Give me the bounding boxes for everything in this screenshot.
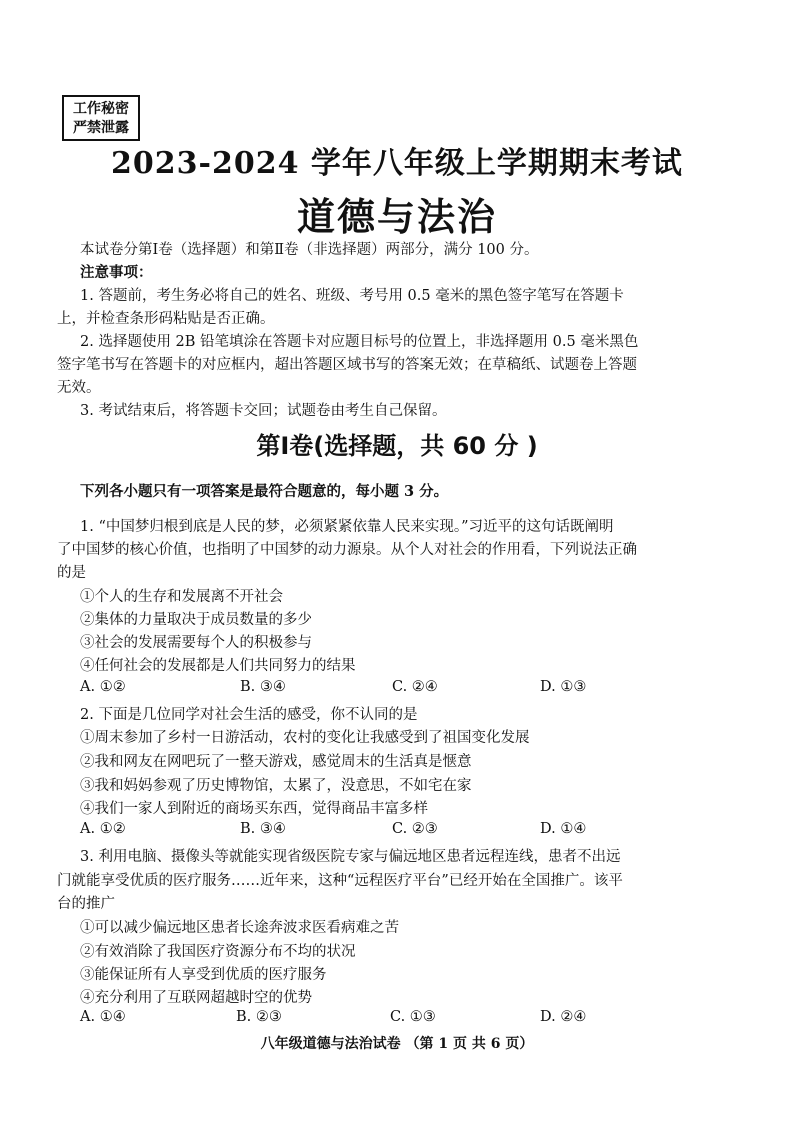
question-stem-line: 门就能享受优质的医疗服务……近年来，这种“远程医疗平台”已经开始在全国推广。该平 — [57, 873, 623, 889]
question-item: ④充分利用了互联网超越时空的优势 — [80, 990, 312, 1006]
option-d: D. ①④ — [540, 821, 587, 837]
option-d: D. ②④ — [540, 1009, 587, 1025]
option-b: B. ③④ — [240, 679, 286, 695]
option-c: C. ①③ — [390, 1009, 436, 1025]
section-instruction: 下列各小题只有一项答案是最符合题意的，每小题 3 分。 — [80, 483, 449, 500]
option-b: B. ②③ — [236, 1009, 282, 1025]
question-item: ②集体的力量取决于成员数量的多少 — [80, 612, 312, 628]
question-item: ③能保证所有人享受到优质的医疗服务 — [80, 967, 327, 983]
question-item: ④任何社会的发展都是人们共同努力的结果 — [80, 658, 356, 674]
section-title: 第Ⅰ卷(选择题，共 60 分 ) — [256, 432, 538, 460]
question-item: ②有效消除了我国医疗资源分布不均的状况 — [80, 944, 356, 960]
note-line: 无效。 — [57, 380, 101, 396]
option-a: A. ①④ — [80, 1009, 126, 1025]
exam-title: 2023-2024 学年八年级上学期期末考试 — [111, 146, 683, 181]
option-c: C. ②③ — [392, 821, 438, 837]
confidential-stamp — [62, 95, 140, 141]
question-stem-line: 了中国梦的核心价值，也指明了中国梦的动力源泉。从个人对社会的作用看，下列说法正确 — [57, 542, 637, 558]
question-stem-line: 2. 下面是几位同学对社会生活的感受，你不认同的是 — [80, 707, 418, 723]
note-line: 1. 答题前，考生务必将自己的姓名、班级、考号用 0.5 毫米的黑色签字笔写在答题卡 — [80, 288, 624, 304]
question-item: ①个人的生存和发展离不开社会 — [80, 589, 283, 605]
question-item: ④我们一家人到附近的商场买东西，觉得商品丰富多样 — [80, 801, 428, 817]
option-a: A. ①② — [80, 679, 126, 695]
option-a: A. ①② — [80, 821, 126, 837]
question-item: ③社会的发展需要每个人的积极参与 — [80, 635, 312, 651]
stamp-line-2: 严禁泄露 — [73, 120, 129, 136]
question-stem-line: 台的推广 — [57, 896, 115, 912]
question-stem-line: 1. “中国梦归根到底是人民的梦，必须紧紧依靠人民来实现。”习近平的这句话既阐明 — [80, 519, 614, 535]
question-stem-line: 3. 利用电脑、摄像头等就能实现省级医院专家与偏远地区患者远程连线，患者不出远 — [80, 849, 621, 865]
stamp-line-1: 工作秘密 — [73, 101, 129, 117]
notes-heading: 注意事项： — [80, 264, 153, 281]
option-d: D. ①③ — [540, 679, 587, 695]
note-line: 上，并检查条形码粘贴是否正确。 — [57, 311, 275, 327]
option-b: B. ③④ — [240, 821, 286, 837]
question-item: ②我和网友在网吧玩了一整天游戏，感觉周末的生活真是惬意 — [80, 754, 472, 770]
note-line: 2. 选择题使用 2B 铅笔填涂在答题卡对应题目标号的位置上，非选择题用 0.5 毫米黑色 — [80, 334, 639, 350]
question-item: ①周末参加了乡村一日游活动，农村的变化让我感受到了祖国变化发展 — [80, 730, 530, 746]
question-stem-line: 的是 — [57, 565, 86, 581]
subject-title: 道德与法治 — [296, 194, 497, 239]
option-c: C. ②④ — [392, 679, 438, 695]
page-footer: 八年级道德与法治试卷 （第 1 页 共 6 页） — [260, 1036, 534, 1052]
note-line: 签字笔书写在答题卡的对应框内，超出答题区域书写的答案无效；在草稿纸、试题卷上答题 — [57, 357, 637, 373]
note-line: 3. 考试结束后，将答题卡交回；试题卷由考生自己保留。 — [80, 403, 447, 419]
question-item: ①可以减少偏远地区患者长途奔波求医看病难之苦 — [80, 920, 399, 936]
intro-text: 本试卷分第Ⅰ卷（选择题）和第Ⅱ卷（非选择题）两部分，满分 100 分。 — [80, 242, 539, 258]
question-item: ③我和妈妈参观了历史博物馆，太累了，没意思，不如宅在家 — [80, 778, 472, 794]
